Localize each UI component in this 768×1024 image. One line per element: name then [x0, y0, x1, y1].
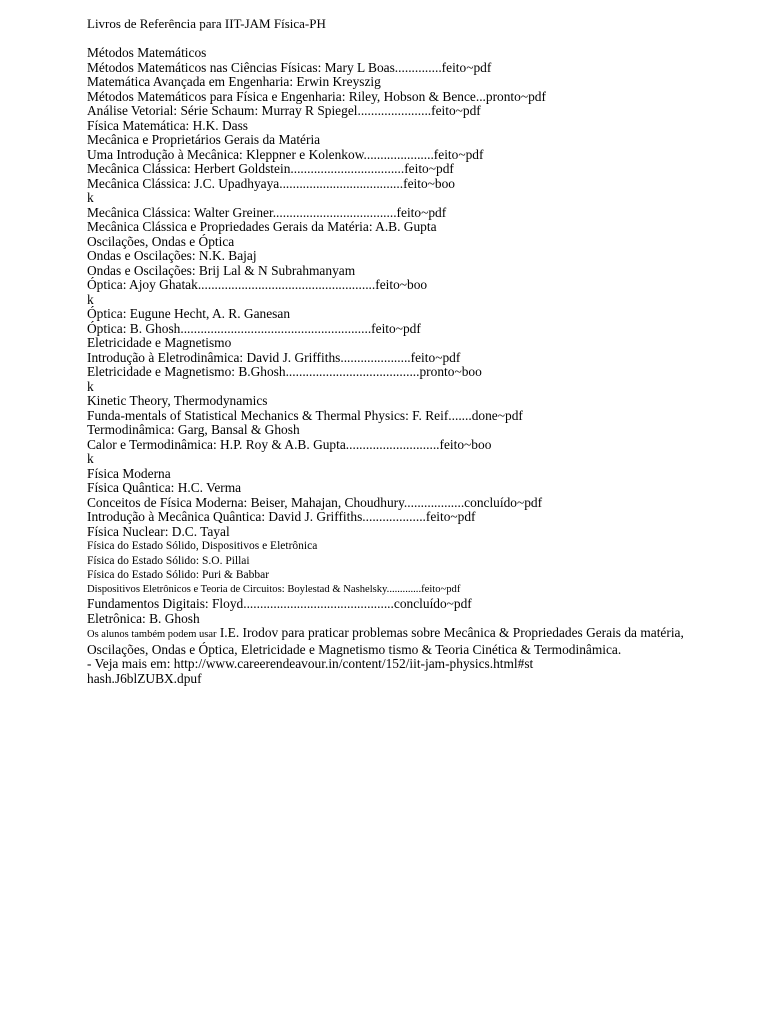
list-line: Mecânica e Proprietários Gerais da Matéria	[87, 132, 321, 147]
list-line: Oscilações, Ondas e Óptica	[87, 233, 235, 249]
list-line: Física Nuclear: D.C. Tayal	[87, 523, 230, 539]
list-line: Eletricidade e Magnetismo: B.Ghosh........................................pronto~boo	[87, 364, 482, 379]
list-line: Óptica: Ajoy Ghatak.....................................................feito~boo	[87, 277, 428, 292]
list-line-small: Física do Estado Sólido: Puri & Babbar	[87, 569, 270, 581]
list-line: Análise Vetorial: Série Schaum: Murray R Spiegel......................feito~pdf	[87, 103, 481, 118]
list-line: Conceitos de Física Moderna: Beiser, Mahajan, Choudhury..................concluído~pdf	[87, 494, 543, 510]
list-line: Kinetic Theory, Thermodynamics	[87, 393, 268, 408]
list-line: Eletricidade e Magnetismo	[87, 335, 232, 350]
list-line: k	[87, 190, 94, 205]
list-line: Uma Introdução à Mecânica: Kleppner e Kolenkow.....................feito~pdf	[87, 146, 484, 162]
list-line: Fundamentos Digitais: Floyd.............................................concluído~pdf	[87, 596, 472, 611]
list-line: Óptica: Eugune Hecht, A. R. Ganesan	[87, 306, 291, 321]
list-line: Mecânica Clássica: Walter Greiner.....................................feito~pdf	[87, 204, 447, 220]
list-line-small: Física do Estado Sólido: S.O. Pillai	[87, 554, 250, 567]
list-line: Óptica: B. Ghosh.........................................................feito~pdf	[87, 320, 421, 336]
document-body	[87, 17, 747, 686]
list-line: Física Matemática: H.K. Dass	[87, 117, 249, 133]
list-line: Eletrônica: B. Ghosh	[87, 610, 200, 626]
list-line: Ondas e Oscilações: N.K. Bajaj	[87, 248, 257, 263]
list-line: Termodinâmica: Garg, Bansal & Ghosh	[87, 422, 300, 437]
list-line: Física Moderna	[87, 465, 171, 481]
book-list	[87, 46, 747, 626]
list-line: Mecânica Clássica: J.C. Upadhyaya.....................................feito~boo	[87, 175, 455, 191]
source-reference-line-1: - Veja mais em: http://www.careerendeavour.in/content/152/iit-jam-physics.html#st	[87, 656, 534, 671]
list-line: k	[87, 451, 94, 466]
list-line: Mecânica Clássica e Propriedades Gerais da Matéria: A.B. Gupta	[87, 219, 437, 234]
list-line: Introdução à Eletrodinâmica: David J. Griffiths.....................feito~pdf	[87, 349, 461, 365]
list-line: Física Quântica: H.C. Verma	[87, 480, 242, 495]
irodov-paragraph	[87, 626, 747, 657]
source-reference-line-2: hash.J6blZUBX.dpuf	[87, 670, 202, 686]
list-line: Ondas e Oscilações: Brij Lal & N Subrahmanyam	[87, 262, 356, 278]
list-line-small: Física do Estado Sólido, Dispositivos e Eletrônica	[87, 540, 318, 552]
paragraph-lead: Os alunos também podem usar	[87, 629, 217, 640]
list-line: Introdução à Mecânica Quântica: David J. Griffiths...................feito~pdf	[87, 509, 476, 524]
list-line: Mecânica Clássica: Herbert Goldstein..................................feito~pdf	[87, 161, 454, 176]
list-line-small: Dispositivos Eletrônicos e Teoria de Circuitos: Boylestad & Nashelsky.............feito~pdf	[87, 583, 461, 595]
list-line: Métodos Matemáticos	[87, 45, 207, 60]
document-title: Livros de Referência para IIT-JAM Física-PH	[87, 16, 326, 31]
list-line: Funda-mentals of Statistical Mechanics & Thermal Physics: F. Reif.......done~pdf	[87, 407, 523, 423]
list-line: k	[87, 378, 94, 394]
paragraph-body: I.E. Irodov para praticar problemas sobre Mecânica & Propriedades Gerais da matéria, Oscilações, Ondas e Óptica, Eletricidade e Magnetismo tismo & Teoria Cinética & Termodinâmica.	[87, 625, 684, 657]
list-line: Métodos Matemáticos para Física e Engenharia: Riley, Hobson & Bence...pronto~pdf	[87, 88, 546, 104]
list-line: Calor e Termodinâmica: H.P. Roy & A.B. Gupta............................feito~boo	[87, 436, 492, 452]
list-line: Matemática Avançada em Engenharia: Erwin Kreyszig	[87, 74, 381, 89]
list-line: Métodos Matemáticos nas Ciências Físicas: Mary L Boas..............feito~pdf	[87, 59, 492, 75]
list-line: k	[87, 291, 94, 307]
